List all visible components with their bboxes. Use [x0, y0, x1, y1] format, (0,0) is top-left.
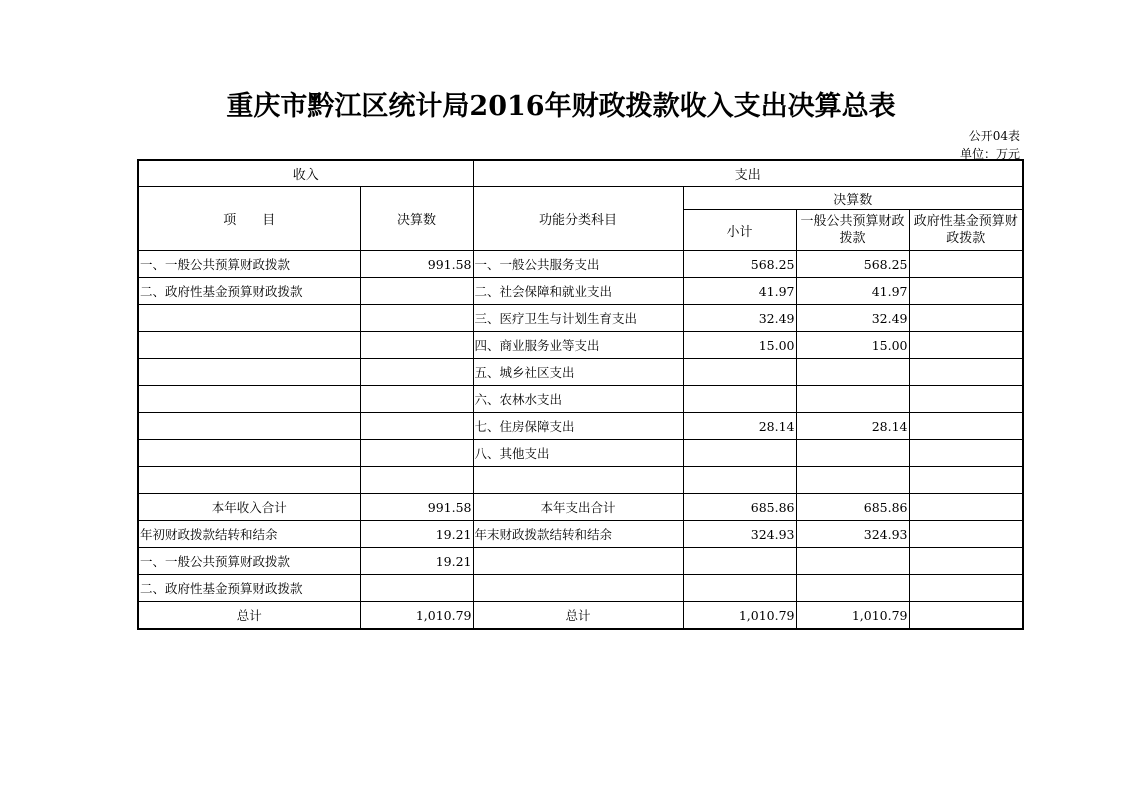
subtotal-cell: [683, 575, 796, 602]
income-item-cell: [138, 467, 360, 494]
general-budget-cell: 28.14: [796, 413, 909, 440]
income-amount-cell: 1,010.79: [360, 602, 473, 630]
subtotal-cell: [683, 467, 796, 494]
subtotal-cell: 28.14: [683, 413, 796, 440]
expense-item-cell: [473, 548, 683, 575]
income-amount-cell: 19.21: [360, 548, 473, 575]
expense-item-cell: 本年支出合计: [473, 494, 683, 521]
fund-budget-cell: [909, 305, 1023, 332]
income-item-cell: [138, 386, 360, 413]
income-item-cell: [138, 305, 360, 332]
income-item-cell: [138, 413, 360, 440]
expense-item-cell: 八、其他支出: [473, 440, 683, 467]
fund-budget-cell: [909, 413, 1023, 440]
fund-budget-cell: [909, 440, 1023, 467]
income-item-cell: 年初财政拨款结转和结余: [138, 521, 360, 548]
table-code: 公开04表: [968, 129, 1020, 143]
fund-budget-cell: [909, 251, 1023, 278]
general-budget-cell: 15.00: [796, 332, 909, 359]
fund-budget-cell: [909, 359, 1023, 386]
fund-budget-cell: [909, 602, 1023, 630]
general-budget-cell: 324.93: [796, 521, 909, 548]
table-row: [138, 440, 1023, 467]
general-budget-cell: [796, 440, 909, 467]
fund-budget-cell: [909, 548, 1023, 575]
income-amount-cell: 991.58: [360, 494, 473, 521]
fund-budget-cell: [909, 521, 1023, 548]
income-item-cell: [138, 359, 360, 386]
general-budget-cell: 32.49: [796, 305, 909, 332]
income-item-cell: 二、政府性基金预算财政拨款: [138, 575, 360, 602]
income-item-cell: 一、一般公共预算财政拨款: [138, 548, 360, 575]
income-amount-cell: 991.58: [360, 251, 473, 278]
income-amount-cell: [360, 332, 473, 359]
expense-item-cell: [473, 575, 683, 602]
subtotal-cell: [683, 548, 796, 575]
page-title: 重庆市黔江区统计局2016年财政拨款收入支出决算总表: [226, 91, 896, 122]
expense-item-cell: 总计: [473, 602, 683, 630]
header-row-top: [138, 160, 1023, 187]
income-item-cell: 二、政府性基金预算财政拨款: [138, 278, 360, 305]
expense-item-cell: 三、医疗卫生与计划生育支出: [473, 305, 683, 332]
subtotal-cell: 685.86: [683, 494, 796, 521]
general-budget-cell: [796, 548, 909, 575]
table-row: [138, 494, 1023, 521]
table-row: [138, 278, 1023, 305]
income-amount-cell: [360, 305, 473, 332]
function-category-header: 功能分类科目: [473, 187, 683, 251]
subtotal-cell: 324.93: [683, 521, 796, 548]
unit-label: 单位：万元: [959, 147, 1020, 161]
general-budget-header: 一般公共预算财政拨款: [796, 210, 909, 251]
subtotal-header: 小计: [683, 210, 796, 251]
income-amount-cell: [360, 440, 473, 467]
expense-item-cell: 一、一般公共服务支出: [473, 251, 683, 278]
income-item-cell: [138, 440, 360, 467]
final-amount-group-header: 决算数: [683, 187, 1023, 210]
fund-budget-header: 政府性基金预算财政拨款: [909, 210, 1023, 251]
final-amount-header: 决算数: [360, 187, 473, 251]
expense-header: 支出: [473, 160, 1023, 187]
income-amount-cell: [360, 386, 473, 413]
income-item-cell: [138, 332, 360, 359]
general-budget-cell: [796, 575, 909, 602]
income-item-cell: 总计: [138, 602, 360, 630]
income-amount-cell: [360, 467, 473, 494]
table-row: [138, 521, 1023, 548]
table-row: [138, 602, 1023, 630]
income-item-cell: 本年收入合计: [138, 494, 360, 521]
fund-budget-cell: [909, 494, 1023, 521]
general-budget-cell: 685.86: [796, 494, 909, 521]
expense-item-cell: [473, 467, 683, 494]
general-budget-cell: [796, 467, 909, 494]
header-row-mid: [138, 187, 1023, 210]
expense-item-cell: 二、社会保障和就业支出: [473, 278, 683, 305]
table-row: [138, 359, 1023, 386]
income-amount-cell: [360, 575, 473, 602]
general-budget-cell: 41.97: [796, 278, 909, 305]
income-amount-cell: [360, 278, 473, 305]
income-amount-cell: [360, 359, 473, 386]
table-row: [138, 575, 1023, 602]
income-amount-cell: 19.21: [360, 521, 473, 548]
table-row: [138, 386, 1023, 413]
general-budget-cell: 568.25: [796, 251, 909, 278]
general-budget-cell: [796, 359, 909, 386]
expense-item-cell: 年末财政拨款结转和结余: [473, 521, 683, 548]
table-row: [138, 548, 1023, 575]
fund-budget-cell: [909, 467, 1023, 494]
fund-budget-cell: [909, 575, 1023, 602]
general-budget-cell: 1,010.79: [796, 602, 909, 630]
income-item-cell: 一、一般公共预算财政拨款: [138, 251, 360, 278]
expense-item-cell: 七、住房保障支出: [473, 413, 683, 440]
expense-item-cell: 六、农林水支出: [473, 386, 683, 413]
subtotal-cell: 1,010.79: [683, 602, 796, 630]
fund-budget-cell: [909, 386, 1023, 413]
table-row: [138, 467, 1023, 494]
subtotal-cell: 41.97: [683, 278, 796, 305]
income-header: 收入: [138, 160, 473, 187]
subtotal-cell: 15.00: [683, 332, 796, 359]
subtotal-cell: [683, 386, 796, 413]
general-budget-cell: [796, 386, 909, 413]
fund-budget-cell: [909, 278, 1023, 305]
expense-item-cell: 五、城乡社区支出: [473, 359, 683, 386]
subtotal-cell: 568.25: [683, 251, 796, 278]
expense-item-cell: 四、商业服务业等支出: [473, 332, 683, 359]
budget-table: [137, 159, 1024, 630]
item-header: 项 目: [138, 187, 360, 251]
subtotal-cell: [683, 440, 796, 467]
fund-budget-cell: [909, 332, 1023, 359]
subtotal-cell: [683, 359, 796, 386]
table-row: [138, 305, 1023, 332]
table-row: [138, 332, 1023, 359]
table-row: [138, 413, 1023, 440]
income-amount-cell: [360, 413, 473, 440]
subtotal-cell: 32.49: [683, 305, 796, 332]
table-row: [138, 251, 1023, 278]
